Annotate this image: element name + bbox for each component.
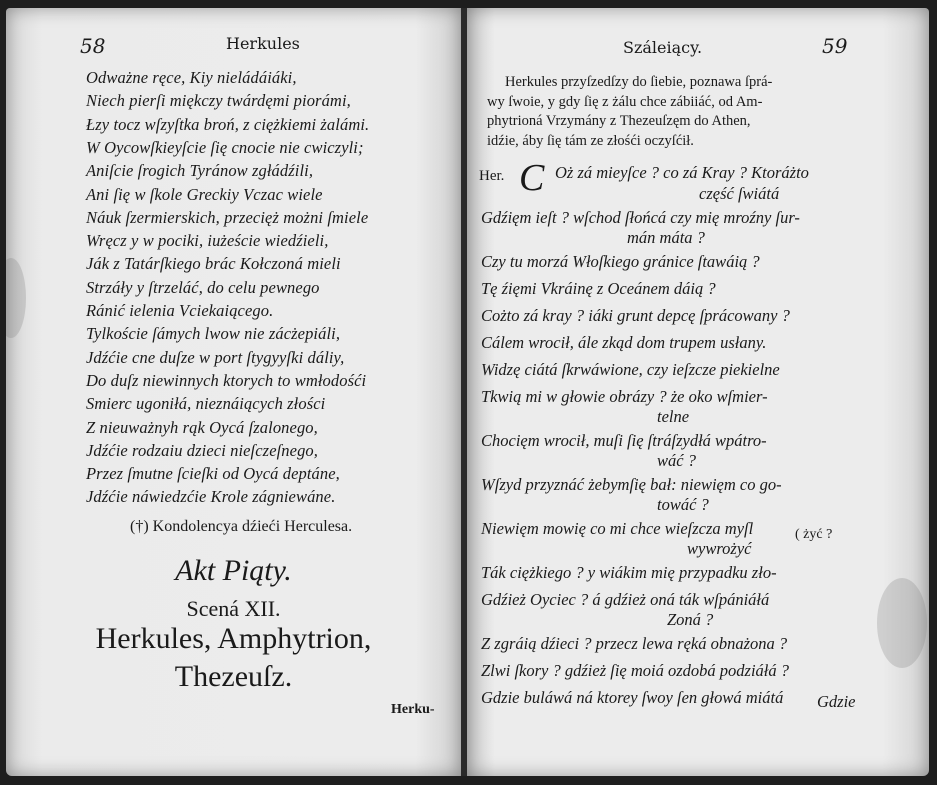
persons-line-1: Herkules, Amphytrion, bbox=[95, 622, 372, 655]
verse-line: Smierc ugoniłá, nieznáiących złości bbox=[86, 394, 326, 414]
bracketed-word: ( żyć ? bbox=[795, 527, 833, 542]
argument-line: idźie, áby ſię tám ze złośći oczyſćił. bbox=[487, 132, 694, 149]
first-verse-line: Oż zá mieyſce ? co zá Kray ? Ktoráżto bbox=[555, 163, 809, 182]
right-running-head: Száleiący. bbox=[623, 38, 703, 57]
act-title: Akt Piąty. bbox=[175, 554, 292, 587]
right-page bbox=[467, 8, 929, 776]
verse-line: Chocięm wrocił, muſi ſię ſtráſzydłá wpátro- bbox=[481, 431, 767, 450]
verse-line: Tkwią mi w głowie obrázy ? że oko wſmier- bbox=[481, 387, 768, 406]
verse-line: Wſzyd przyznáć żebymſię bał: niewięm co go- bbox=[481, 475, 782, 494]
right-catchword: Gdzie bbox=[817, 692, 856, 711]
speaker-label: Her. bbox=[479, 168, 505, 184]
verse-line: Ták ciężkiego ? y wiákim mię przypadku zło- bbox=[481, 563, 777, 582]
verse-line: Jdźćie náwiedzćie Krole zágniewáne. bbox=[86, 487, 336, 507]
verse-line: Łzy tocz wſzyſtka broń, z ciężkiemi żalámi. bbox=[86, 114, 370, 134]
right-page-number: 59 bbox=[822, 34, 848, 58]
verse-line: Odważne ręce, Kiy nieládáiáki, bbox=[86, 68, 297, 87]
verse-line: Niewięm mowię co mi chce wieſzcza myſl bbox=[481, 519, 754, 538]
page-stain bbox=[6, 258, 26, 338]
verse-line-continuation: wáć ? bbox=[657, 451, 696, 470]
verse-line: W Oycowſkieyſcie ſię cnocie nie cwiczyli; bbox=[86, 137, 364, 157]
verse-line-continuation: Zoná ? bbox=[667, 610, 714, 629]
footnote: (†) Kondolencya dźieći Herculesa. bbox=[130, 518, 353, 535]
page-stain bbox=[877, 578, 927, 668]
argument-line: wy ſwoie, y gdy ſię z żálu chce zábiiáć, od Am- bbox=[487, 93, 763, 110]
verse-line: Gdźież Oyciec ? á gdźież oná ták wſpániáłá bbox=[481, 590, 770, 609]
first-verse-line-cont: część ſwiátá bbox=[699, 184, 780, 203]
verse-line: Aniſcie ſrogich Tyránow zgłádźili, bbox=[86, 161, 314, 181]
verse-line: Tę źięmi Vkráinę z Oceánem dáią ? bbox=[481, 279, 716, 298]
left-page bbox=[6, 8, 461, 776]
verse-line: Tylkoście ſámych lwow nie zácżepiáli, bbox=[86, 324, 341, 344]
verse-line: Náuk ſzermierskich, przecięż możni ſmiele bbox=[86, 207, 369, 227]
verse-line-continuation: mán máta ? bbox=[627, 228, 705, 247]
verse-line: Do duſz niewinnych ktorych to wmłodośći bbox=[86, 370, 367, 390]
verse-line: Strzáły y ſtrzeláć, do celu pewnego bbox=[86, 277, 320, 297]
argument-line: phytrioná Vrzymány z Thezeuſzęm do Athen, bbox=[487, 113, 751, 129]
verse-line: Cálem wrocił, ále zkąd dom trupem usłany. bbox=[481, 333, 767, 352]
verse-line: Wręcz y w pociki, iużeście wiedźieli, bbox=[86, 231, 329, 251]
verse-line: Ránić ielenia Vciekaiącego. bbox=[86, 301, 274, 320]
verse-line-continuation: towáć ? bbox=[657, 495, 709, 514]
verse-line-continuation: wywrożyć bbox=[687, 539, 752, 558]
verse-line: Z nieuważnyh rąk Oycá ſzalonego, bbox=[86, 417, 318, 437]
verse-line-continuation: telne bbox=[657, 407, 690, 426]
persons-line-2: Thezeuſz. bbox=[174, 660, 293, 693]
verse-line: Czy tu morzá Włoſkiego gránice ſtawáią ? bbox=[481, 252, 760, 271]
left-catchword: Herku- bbox=[391, 702, 435, 717]
scene-heading: Scená XII. bbox=[186, 596, 281, 621]
drop-cap: C bbox=[519, 157, 545, 199]
verse-line: Niech pierſi miękczy twárdęmi piorámi, bbox=[86, 91, 351, 111]
verse-line: Z zgráią dźieci ? przecz lewa ręká obnażona ? bbox=[481, 634, 788, 653]
verse-line: Ani ſię w ſkole Greckiy Vczac wiele bbox=[86, 184, 323, 204]
verse-line: Ják z Tatárſkiego brác Kołczoná mieli bbox=[86, 254, 341, 274]
verse-line: Jdźćie rodzaiu dzieci nieſczeſnego, bbox=[86, 440, 318, 460]
verse-line: Cożto zá kray ? iáki grunt depcę ſprácowany ? bbox=[481, 306, 790, 325]
argument-line: Herkules przyſzedſzy do ſiebie, poznawa ſprá- bbox=[505, 74, 773, 90]
verse-line: Jdźćie cne duſze w port ſtygyyſki dáliy, bbox=[86, 347, 345, 367]
verse-line: Gdzie buláwá ná ktorey ſwoy ſen głowá miátá bbox=[481, 688, 784, 707]
left-page-number: 58 bbox=[80, 34, 106, 58]
verse-line: Gdźięm ieſt ? wſchod ſłońcá czy mię mroźny ſur- bbox=[481, 208, 800, 227]
verse-line: Zlwi ſkory ? gdźież ſię moiá ozdobá podziáłá ? bbox=[481, 661, 790, 680]
left-running-head: Herkules bbox=[226, 34, 300, 53]
verse-line: Przez ſmutne ſcieſki od Oycá deptáne, bbox=[86, 464, 340, 484]
verse-line: Widzę ciátá ſkrwáwione, czy ieſzcze piekielne bbox=[481, 360, 780, 379]
